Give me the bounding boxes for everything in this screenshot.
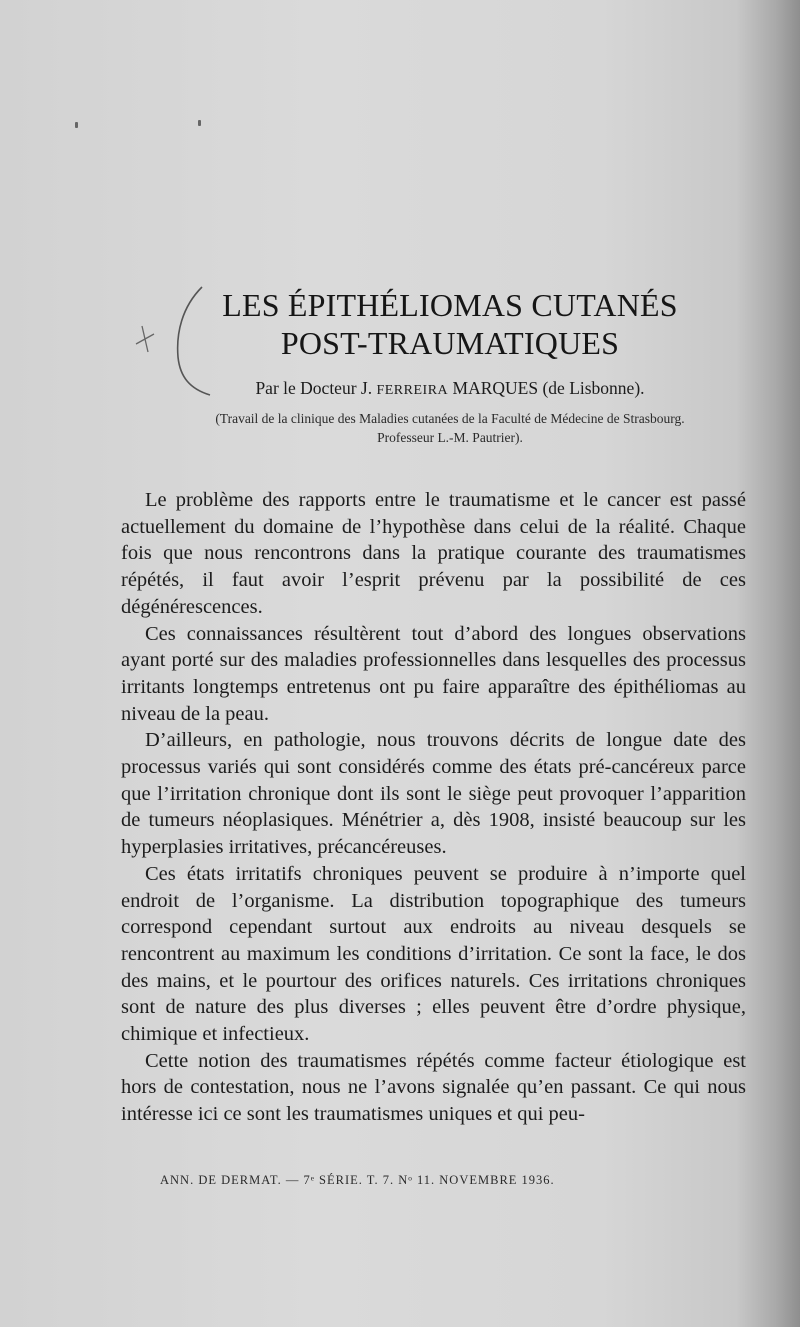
journal-footer: ANN. DE DERMAT. — 7ᵉ SÉRIE. T. 7. Nᵒ 11. NOVEMBRE 1936. xyxy=(160,1173,555,1187)
affiliation-line-2: Professeur L.-M. Pautrier). xyxy=(377,430,523,445)
author-name-smallcaps: FERREIRA xyxy=(376,383,449,398)
paragraph-2: Ces connaissances résultèrent tout d’abord des longues observations ayant porté sur des maladies professionnelles dans lesquelles des processus irritants longtemps entretenus ont pu faire apparaître des épithéliomas au niveau de la peau. xyxy=(121,622,746,725)
author-byline xyxy=(150,378,750,399)
paragraph-3: D’ailleurs, en pathologie, nous trouvons décrits de longue date des processus variés qui sont considérés comme des états pré-cancéreux parce que l’irritation chronique dont ils sont le siège peut provoquer l’apparition de tumeurs néoplasiques. Ménétrier a, dès 1908, insisté beaucoup sur les hyperplasies irritatives, précancéreuses. xyxy=(121,729,746,859)
paragraph-4: Ces états irritatifs chroniques peuvent se produire à n’importe quel endroit de l’organisme. La distribution topographique des tumeurs correspond cependant surtout aux endroits au niveau desquels se rencontrent au maximum les conditions d’irritation. Ce sont la face, le dos des mains, et le pourtour des orifices naturels. Ces irritations chroniques sont de nature des plus diverses ; elles peuvent être d’ordre physique, chimique et infectieux. xyxy=(121,862,746,1046)
article-title-line-1: LES ÉPITHÉLIOMAS CUTANÉS xyxy=(222,287,678,323)
affiliation-line-1: (Travail de la clinique des Maladies cutanées de la Faculté de Médecine de Strasbourg. xyxy=(215,411,685,426)
byline-suffix: MARQUES (de Lisbonne). xyxy=(448,378,645,398)
byline-prefix: Par le Docteur J. xyxy=(255,378,377,398)
scan-speck xyxy=(75,122,78,128)
paragraph-5: Cette notion des traumatismes répétés comme facteur étiologique est hors de contestation, nous ne l’avons signalée qu’en passant. Ce qui nous intéresse ici ce sont les traumatismes uniques et qui peu- xyxy=(121,1049,746,1126)
scan-speck xyxy=(198,120,201,126)
article-body xyxy=(121,487,746,1128)
article-title-line-2: POST-TRAUMATIQUES xyxy=(280,325,620,361)
paragraph-1: Le problème des rapports entre le traumatisme et le cancer est passé actuellement du domaine de l’hypothèse dans celui de la réalité. Chaque fois que nous rencontrons dans la pratique courante des traumatismes répétés, il faut avoir l’esprit prévenu par la possibilité de ces dégénérescences. xyxy=(121,489,746,618)
